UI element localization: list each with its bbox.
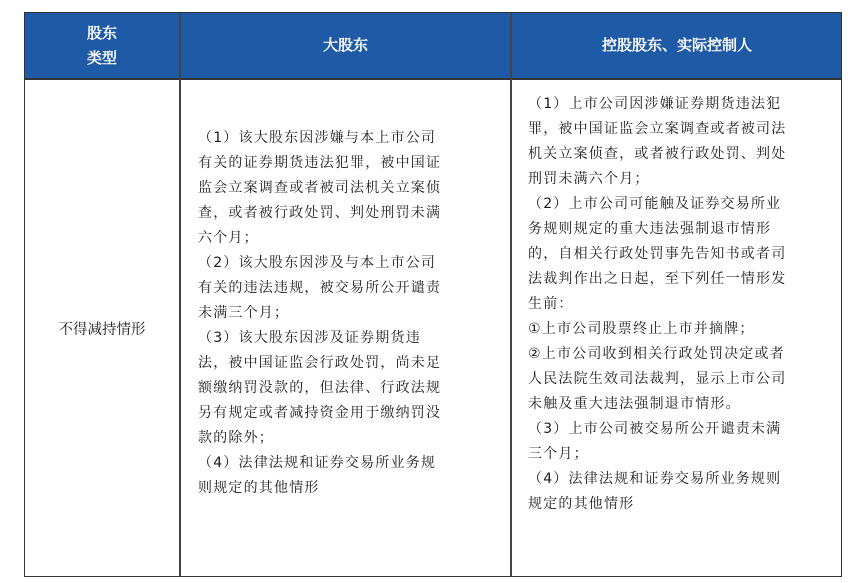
header-type-line1: 股东 bbox=[86, 23, 117, 42]
major-shareholder-cell bbox=[180, 80, 510, 576]
major-item-1: （1）该大股东因涉嫌与本上市公司 有关的证券期货违法犯罪，被中国证 监会立案调查或者被司法机关立案侦 查，或者被行政处罚、判处刑罚未满 六个月； bbox=[198, 130, 442, 246]
controlling-item-2b: ②上市公司收到相关行政处罚决定或者 人民法院生效司法裁判，显示上市公司 未触及重大违法强制退市情形。 bbox=[528, 346, 787, 412]
header-shareholder-type bbox=[25, 13, 179, 78]
header-major-shareholder: 大股东 bbox=[322, 36, 368, 54]
major-item-3: （3）该大股东因涉及证券期货违 法，被中国证监会行政处罚，尚未足 额缴纳罚没款的，但法律、行政法规 另有规定或者减持资金用于缴纳罚没 款的除外； bbox=[198, 330, 442, 446]
header-controlling-shareholder: 控股股东、实际控制人 bbox=[601, 36, 752, 54]
row-type-label: 不得减持情形 bbox=[58, 321, 146, 338]
row-type-cell bbox=[25, 80, 179, 576]
controlling-item-2: （2）上市公司可能触及证券交易所业 务规则规定的重大违法强制退市情形 的，自相关行政处罚事先告知书或者司 法裁判作出之日起，至下列任一情形发 生前： bbox=[528, 196, 787, 312]
major-item-2: （2）该大股东因涉及与本上市公司 有关的违法违规，被交易所公开谴责 未满三个月； bbox=[198, 255, 442, 321]
controlling-item-4: （4）法律法规和证券交易所业务规则 规定的其他情形 bbox=[528, 471, 782, 512]
major-item-4: （4）法律法规和证券交易所业务规 则规定的其他情形 bbox=[198, 455, 437, 496]
header-type-line2: 类型 bbox=[86, 48, 117, 67]
controlling-item-2a: ①上市公司股票终止上市并摘牌； bbox=[528, 321, 755, 337]
rules-table bbox=[24, 12, 842, 577]
controlling-item-1: （1）上市公司因涉嫌证券期货违法犯 罪，被中国证监会立案调查或者被司法 机关立案侦查，或者被行政处罚、判处 刑罚未满六个月； bbox=[528, 96, 787, 187]
controlling-shareholder-cell bbox=[512, 80, 842, 576]
table-header bbox=[25, 13, 841, 78]
controlling-item-3: （3）上市公司被交易所公开谴责未满 三个月； bbox=[528, 421, 782, 462]
